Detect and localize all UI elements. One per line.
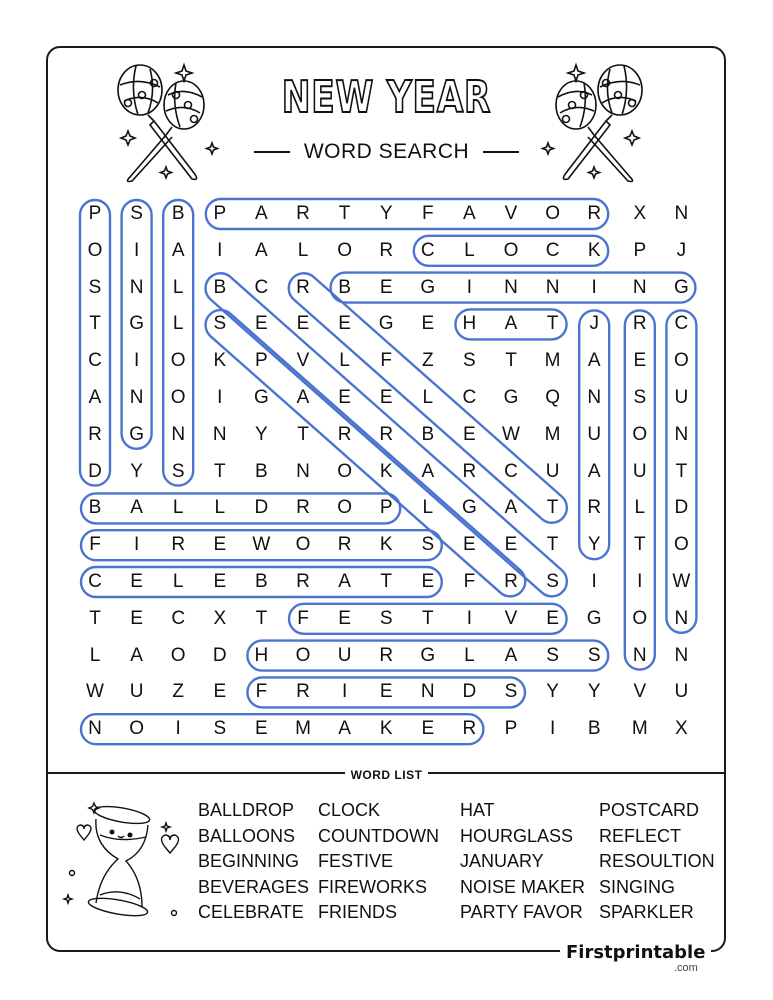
grid-cell[interactable]: E	[213, 571, 227, 592]
grid-cell[interactable]: U	[129, 681, 144, 703]
grid-cell[interactable]: G	[462, 497, 477, 519]
grid-cell[interactable]: L	[464, 644, 475, 666]
grid-cell[interactable]: R	[504, 571, 518, 592]
word-list-item: SINGING	[599, 876, 676, 897]
grid-cell[interactable]: A	[587, 460, 601, 482]
grid-cell[interactable]: R	[379, 239, 394, 261]
grid-cell[interactable]: A	[130, 497, 143, 519]
grid-cell[interactable]: N	[212, 423, 227, 445]
grid-cell[interactable]: V	[633, 681, 647, 703]
grid-cell[interactable]: E	[379, 681, 393, 703]
grid-cell[interactable]: R	[632, 313, 647, 335]
grid-cell[interactable]: O	[674, 534, 689, 556]
grid-cell[interactable]: L	[422, 387, 434, 408]
grid-cell[interactable]: X	[675, 718, 688, 740]
grid-cell[interactable]: P	[88, 203, 102, 224]
grid-cell[interactable]: D	[212, 644, 227, 666]
grid-cell[interactable]: R	[587, 203, 602, 224]
grid-cell[interactable]: A	[255, 203, 268, 224]
grid-cell[interactable]: W	[86, 681, 104, 703]
grid-cell[interactable]: O	[87, 239, 103, 261]
grid-cell[interactable]: R	[379, 423, 394, 445]
page-title: NEW YEAR	[281, 72, 492, 123]
grid-cell[interactable]: I	[341, 681, 348, 703]
grid-cell[interactable]: B	[587, 718, 601, 740]
grid-cell[interactable]: E	[463, 534, 476, 556]
word-list-item: COUNTDOWN	[318, 825, 439, 846]
grid-cell[interactable]: I	[133, 534, 140, 556]
grid-cell[interactable]: N	[632, 644, 647, 666]
grid-cell[interactable]: M	[631, 718, 648, 740]
grid-cell[interactable]: L	[89, 644, 101, 666]
grid-cell[interactable]: R	[296, 497, 310, 519]
grid-cell[interactable]: T	[546, 497, 559, 519]
word-list-heading	[0, 764, 773, 783]
grid-cell[interactable]: T	[421, 607, 434, 629]
grid-cell[interactable]: S	[171, 460, 185, 482]
grid-cell[interactable]: T	[633, 534, 646, 556]
grid-cell[interactable]: Y	[255, 423, 268, 445]
grid-cell[interactable]: M	[295, 718, 311, 740]
word-list-item: CELEBRATE	[198, 902, 304, 922]
grid-cell[interactable]: Y	[587, 681, 601, 703]
grid-cell[interactable]: Y	[587, 534, 601, 556]
grid-cell[interactable]: A	[296, 387, 310, 408]
grid-cell[interactable]: D	[462, 681, 477, 703]
grid-cell[interactable]: P	[379, 497, 393, 519]
grid-cell[interactable]: P	[255, 350, 268, 372]
grid-cell[interactable]: U	[674, 681, 689, 703]
grid-cell[interactable]: R	[337, 423, 352, 445]
grid-cell[interactable]: E	[421, 313, 435, 335]
divider-dash-right	[483, 151, 519, 153]
grid-cell[interactable]: G	[674, 276, 689, 298]
grid-cell[interactable]: G	[420, 276, 436, 298]
grid-cell[interactable]: V	[504, 203, 518, 224]
grid-cell[interactable]: B	[255, 460, 268, 482]
grid-cell[interactable]: O	[632, 607, 648, 629]
grid-cell[interactable]: E	[296, 313, 310, 335]
grid-cell[interactable]: L	[634, 497, 646, 519]
grid-cell[interactable]: L	[172, 497, 184, 519]
subtitle-row	[0, 140, 773, 164]
grid-cell[interactable]: E	[255, 313, 268, 335]
grid-cell[interactable]: A	[504, 313, 518, 335]
grid-cell[interactable]: N	[296, 460, 310, 482]
grid-cell[interactable]: N	[504, 276, 518, 298]
word-list-item: PARTY FAVOR	[460, 902, 583, 922]
grid-cell[interactable]: B	[421, 423, 435, 445]
word-list-item: POSTCARD	[599, 800, 700, 820]
word-list-item: BEGINNING	[198, 851, 300, 871]
word-list-item: BEVERAGES	[198, 876, 310, 897]
word-list-item: JANUARY	[460, 851, 544, 871]
grid-cell[interactable]: N	[674, 423, 689, 445]
grid-cell[interactable]: M	[544, 423, 561, 445]
grid-cell[interactable]: Y	[546, 681, 559, 703]
grid-cell[interactable]: I	[217, 239, 223, 261]
word-list-item: HOURGLASS	[460, 825, 574, 846]
word-list-item: RESOULTION	[599, 851, 715, 871]
grid-cell[interactable]: G	[129, 423, 144, 445]
grid-cell[interactable]: G	[378, 313, 394, 335]
grid-cell[interactable]: S	[213, 313, 227, 335]
grid-cell[interactable]: S	[504, 681, 518, 703]
grid-cell[interactable]: N	[632, 276, 647, 298]
grid-cell[interactable]: U	[545, 460, 560, 482]
grid-cell[interactable]: Y	[379, 203, 393, 224]
brand-logo: Firstprintable	[560, 942, 711, 963]
grid-cell[interactable]: T	[213, 460, 226, 482]
grid-cell[interactable]: S	[633, 387, 647, 408]
grid-cell[interactable]: C	[88, 350, 102, 372]
hourglass-icon	[60, 795, 190, 925]
grid-cell[interactable]: L	[464, 239, 475, 261]
word-list-column-2	[318, 798, 439, 926]
grid-cell[interactable]: L	[172, 276, 184, 298]
grid-cell[interactable]: X	[633, 203, 647, 224]
grid-cell[interactable]: K	[213, 350, 227, 372]
grid-cell[interactable]: E	[379, 276, 393, 298]
grid-cell[interactable]: J	[589, 313, 599, 335]
grid-cell[interactable]: D	[88, 460, 102, 482]
grid-cell[interactable]: E	[633, 350, 647, 372]
grid-cell[interactable]: M	[544, 350, 561, 372]
grid-cell[interactable]: K	[379, 718, 393, 740]
grid-cell[interactable]: U	[337, 644, 352, 666]
grid-cell[interactable]: R	[462, 460, 477, 482]
grid-cell[interactable]: U	[674, 387, 689, 408]
grid-cell[interactable]: C	[674, 313, 689, 335]
grid-cell[interactable]: U	[587, 423, 602, 445]
grid-cell[interactable]: T	[675, 460, 688, 482]
grid-cell[interactable]: R	[296, 571, 310, 592]
grid-cell[interactable]: H	[254, 644, 269, 666]
grid-cell[interactable]: K	[587, 239, 601, 261]
grid-cell[interactable]: A	[338, 718, 351, 740]
grid-cell[interactable]: S	[546, 644, 559, 666]
grid-cell[interactable]: N	[420, 681, 435, 703]
grid-cell[interactable]: I	[637, 571, 643, 592]
grid-cell[interactable]: N	[88, 718, 102, 740]
grid-cell[interactable]: G	[254, 387, 269, 408]
grid-cell[interactable]: O	[295, 534, 311, 556]
grid-cell[interactable]: U	[632, 460, 647, 482]
grid-cell[interactable]: N	[674, 644, 689, 666]
grid-cell[interactable]: E	[421, 571, 435, 592]
grid-cell[interactable]: E	[338, 313, 351, 335]
grid-cell[interactable]: V	[296, 350, 310, 372]
grid-cell[interactable]: N	[545, 276, 560, 298]
grid-cell[interactable]: B	[88, 497, 102, 519]
grid-cell[interactable]: F	[255, 681, 268, 703]
grid-cell[interactable]: I	[466, 276, 473, 298]
grid-cell[interactable]: F	[89, 534, 101, 556]
grid-cell[interactable]: R	[296, 681, 310, 703]
grid-cell[interactable]: O	[170, 350, 186, 372]
grid-cell[interactable]: O	[295, 644, 311, 666]
grid-cell[interactable]: V	[504, 607, 518, 629]
grid-cell[interactable]: E	[546, 607, 559, 629]
grid-cell[interactable]: I	[549, 718, 556, 740]
grid-cell[interactable]: A	[338, 571, 351, 592]
grid-cell[interactable]: O	[337, 460, 352, 482]
page-subtitle: WORD SEARCH	[303, 140, 470, 163]
grid-cell[interactable]: S	[546, 571, 559, 592]
grid-cell[interactable]: B	[213, 276, 227, 298]
grid-cell[interactable]: O	[632, 423, 648, 445]
grid-cell[interactable]: A	[171, 239, 185, 261]
grid-cell[interactable]: N	[674, 607, 689, 629]
grid-cell[interactable]: C	[462, 387, 477, 408]
grid-cell[interactable]: O	[170, 387, 186, 408]
grid-cell[interactable]: O	[337, 239, 352, 261]
grid-cell[interactable]: A	[504, 644, 518, 666]
grid-cell[interactable]: C	[545, 239, 560, 261]
grid-cell[interactable]: K	[379, 460, 393, 482]
grid-cell[interactable]: H	[462, 313, 477, 335]
grid-cell[interactable]: C	[504, 460, 518, 482]
grid-cell[interactable]: P	[633, 239, 647, 261]
grid-cell[interactable]: T	[297, 423, 309, 445]
grid-cell[interactable]: T	[89, 607, 101, 629]
grid-cell[interactable]: E	[255, 718, 268, 740]
grid-cell[interactable]: X	[213, 607, 227, 629]
word-list-item: FESTIVE	[318, 851, 394, 871]
grid-cell[interactable]: E	[213, 681, 227, 703]
grid-cell[interactable]: A	[255, 239, 268, 261]
grid-cell[interactable]: R	[171, 534, 186, 556]
grid-cell[interactable]: Q	[545, 387, 560, 408]
grid-cell[interactable]: C	[88, 571, 102, 592]
grid-cell[interactable]: L	[172, 571, 184, 592]
grid-cell[interactable]: I	[217, 387, 223, 408]
grid-cell[interactable]: C	[171, 607, 186, 629]
grid-cell[interactable]: E	[213, 534, 227, 556]
grid-cell[interactable]: R	[296, 203, 310, 224]
grid-cell[interactable]: A	[130, 644, 143, 666]
word-list-item: BALLDROP	[198, 800, 295, 820]
grid-cell[interactable]: A	[463, 203, 476, 224]
grid-cell[interactable]: L	[297, 239, 309, 261]
grid-cell[interactable]: T	[338, 203, 351, 224]
grid-cell[interactable]: G	[420, 644, 436, 666]
grid-cell[interactable]: L	[172, 313, 184, 335]
grid-cell[interactable]: F	[421, 203, 434, 224]
grid-cell[interactable]: A	[587, 350, 601, 372]
grid-cell[interactable]: R	[462, 718, 477, 740]
grid-cell[interactable]: R	[88, 423, 102, 445]
grid-cell[interactable]: S	[463, 350, 476, 372]
grid-cell[interactable]: G	[503, 387, 519, 408]
grid-cell[interactable]: O	[170, 644, 186, 666]
grid-cell[interactable]: W	[502, 423, 520, 445]
grid-cell[interactable]: L	[422, 497, 434, 519]
grid-cell[interactable]: S	[130, 203, 143, 224]
grid-cell[interactable]: B	[171, 203, 185, 224]
grid-cell[interactable]: B	[255, 571, 268, 592]
grid-cell[interactable]: W	[672, 571, 691, 592]
grid-cell[interactable]: R	[337, 534, 352, 556]
grid-cell[interactable]: P	[504, 718, 518, 740]
grid-cell[interactable]: G	[586, 607, 602, 629]
grid-cell[interactable]: C	[254, 276, 269, 298]
grid-cell[interactable]: N	[129, 276, 144, 298]
grid-cell[interactable]: T	[89, 313, 101, 335]
grid-cell[interactable]: O	[674, 350, 689, 372]
grid-cell[interactable]: O	[503, 239, 519, 261]
grid-cell[interactable]: T	[546, 313, 559, 335]
grid-cell[interactable]: R	[296, 276, 310, 298]
grid-cell[interactable]: N	[129, 387, 144, 408]
grid-cell[interactable]: O	[129, 718, 144, 740]
word-list-item: NOISE MAKER	[460, 876, 586, 897]
grid-cell[interactable]: S	[379, 607, 393, 629]
grid-cell[interactable]: I	[466, 607, 473, 629]
grid-cell[interactable]: E	[130, 607, 143, 629]
word-list-item: CLOCK	[318, 800, 381, 820]
grid-cell[interactable]: A	[88, 387, 102, 408]
grid-cell[interactable]: E	[338, 387, 351, 408]
grid-cell[interactable]: E	[421, 718, 435, 740]
grid-cell[interactable]: O	[337, 497, 352, 519]
grid-cell[interactable]: G	[129, 313, 144, 335]
grid-cell[interactable]: S	[213, 718, 227, 740]
grid-cell[interactable]: E	[463, 423, 476, 445]
grid-cell[interactable]: L	[339, 350, 350, 372]
grid-cell[interactable]: D	[674, 497, 689, 519]
grid-cell[interactable]: C	[420, 239, 435, 261]
grid-cell[interactable]: A	[421, 460, 435, 482]
word-list-column-1	[198, 798, 309, 926]
grid-cell[interactable]: R	[379, 644, 394, 666]
grid-cell[interactable]: S	[88, 276, 102, 298]
divider-dash-left	[254, 151, 290, 153]
grid-cell[interactable]: T	[255, 607, 268, 629]
grid-cell[interactable]: W	[252, 534, 271, 556]
grid-cell[interactable]: N	[171, 423, 186, 445]
brand-suffix: .com	[674, 962, 698, 974]
word-list-label: WORD LIST	[345, 768, 429, 782]
grid-cell[interactable]: I	[175, 718, 181, 740]
grid-cell[interactable]: E	[379, 387, 393, 408]
word-list-item: SPARKLER	[599, 902, 694, 922]
grid-cell[interactable]: T	[380, 571, 392, 592]
word-list-item: BALLOONS	[198, 825, 296, 846]
grid-cell[interactable]: T	[546, 534, 559, 556]
grid-cell[interactable]: E	[130, 571, 143, 592]
grid-cell[interactable]: S	[587, 644, 601, 666]
grid-cell[interactable]: A	[504, 497, 518, 519]
word-list-column-4	[599, 798, 715, 926]
grid-cell[interactable]: B	[338, 276, 351, 298]
grid-cell[interactable]: T	[505, 350, 517, 372]
grid-cell[interactable]: I	[591, 571, 597, 592]
grid-cell[interactable]: F	[380, 350, 392, 372]
word-list-item: FRIENDS	[318, 902, 398, 922]
grid-cell[interactable]: E	[338, 607, 351, 629]
grid-cell[interactable]: P	[213, 203, 227, 224]
grid-cell[interactable]: N	[674, 203, 689, 224]
grid-cell[interactable]: Z	[421, 350, 434, 372]
grid-cell[interactable]: I	[133, 239, 140, 261]
grid-cell[interactable]: J	[676, 239, 687, 261]
word-list-column-3	[460, 798, 585, 926]
grid-cell[interactable]: I	[133, 350, 140, 372]
word-list-item: REFLECT	[599, 825, 682, 846]
grid-cell[interactable]: I	[591, 276, 597, 298]
grid-cell[interactable]: F	[297, 607, 309, 629]
grid-cell[interactable]: F	[463, 571, 476, 592]
grid-cell[interactable]: E	[504, 534, 518, 556]
grid-cell[interactable]: R	[587, 497, 602, 519]
grid-cell[interactable]: Y	[130, 460, 143, 482]
grid-cell[interactable]: D	[254, 497, 269, 519]
grid-cell[interactable]: Z	[172, 681, 184, 703]
grid-cell[interactable]: S	[421, 534, 435, 556]
grid-cell[interactable]: N	[587, 387, 602, 408]
grid-cell[interactable]: O	[545, 203, 560, 224]
grid-cell[interactable]: L	[214, 497, 226, 519]
word-list-item: HAT	[460, 800, 495, 820]
word-list-item: FIREWORKS	[318, 876, 428, 897]
grid-cell[interactable]: K	[379, 534, 393, 556]
